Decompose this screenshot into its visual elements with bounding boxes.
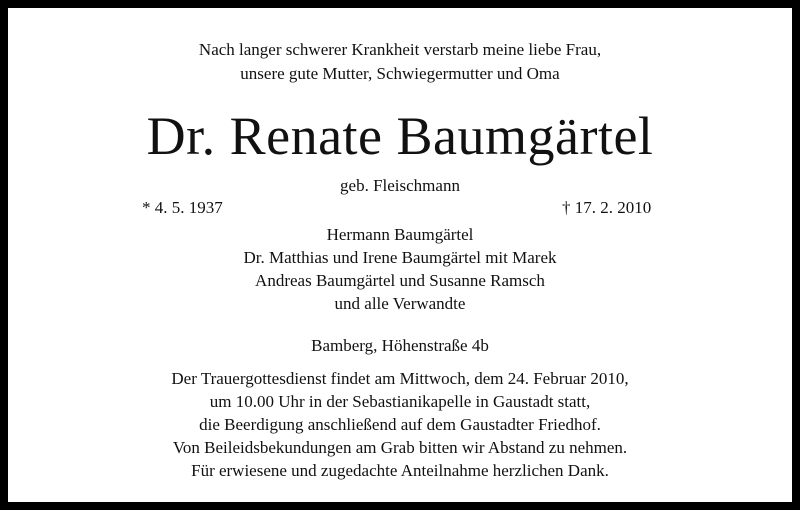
birth-date: * 4. 5. 1937 [142,198,223,217]
intro-line-1: Nach langer schwerer Krankheit verstarb meine liebe Frau, [198,40,602,59]
death-date: † 17. 2. 2010 [562,198,652,217]
mourner-line: und alle Verwandte [334,294,466,313]
mourner-line: Hermann Baumgärtel [326,225,474,244]
notice-line: Der Trauergottesdienst findet am Mittwoch, dem 24. Februar 2010, [171,369,629,388]
address: Bamberg, Höhenstraße 4b [311,336,489,355]
mourner-line: Dr. Matthias und Irene Baumgärtel mit Marek [243,248,557,267]
maiden-name: geb. Fleischmann [340,176,460,195]
notice-line: um 10.00 Uhr in der Sebastianikapelle in Gaustadt statt, [209,392,591,411]
deceased-name: Dr. Renate Baumgärtel [146,106,654,166]
notice-line: Für erwiesene und zugedachte Anteilnahme herzlichen Dank. [191,461,609,480]
intro-line-2: unsere gute Mutter, Schwiegermutter und Oma [240,64,560,83]
mourner-line: Andreas Baumgärtel und Susanne Ramsch [255,271,545,290]
notice-line: Von Beileidsbekundungen am Grab bitten wir Abstand zu nehmen. [172,438,628,457]
notice-line: die Beerdigung anschließend auf dem Gaustadter Friedhof. [199,415,601,434]
